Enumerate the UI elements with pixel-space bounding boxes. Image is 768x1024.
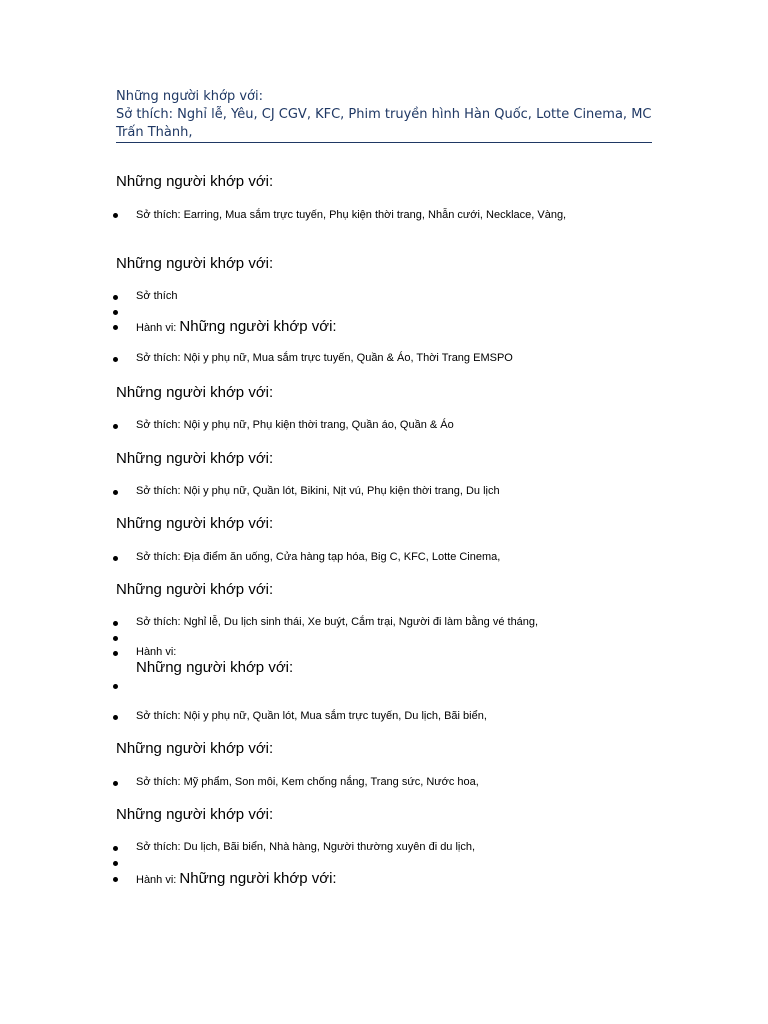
list-item (136, 318, 337, 335)
header-interests-cont: Trấn Thành, (116, 125, 193, 140)
bullet (113, 490, 118, 495)
bullet (113, 651, 118, 656)
bullet (113, 621, 118, 626)
bullet (113, 636, 118, 641)
bullet (113, 357, 118, 362)
match-heading: Những người khớp với: (116, 806, 274, 823)
header-block (116, 88, 652, 143)
bullet (113, 310, 118, 315)
list-item: Sở thích: Du lịch, Bãi biển, Nhà hàng, Người thường xuyên đi du lịch, (136, 841, 476, 853)
match-heading: Những người khớp với: (116, 384, 274, 401)
list-item: Sở thích: Earring, Mua sắm trực tuyến, Phụ kiện thời trang, Nhẫn cưới, Necklace, Vàng, (136, 209, 567, 221)
list-item-label: Hành vi: (136, 322, 177, 334)
bullet (113, 556, 118, 561)
bullet (113, 877, 118, 882)
list-item-label: Hành vi: (136, 874, 177, 886)
bullet (113, 861, 118, 866)
bullet (113, 213, 118, 218)
list-item: Sở thích: Nghỉ lễ, Du lịch sinh thái, Xe buýt, Cắm trại, Người đi làm bằng vé tháng, (136, 616, 539, 628)
match-heading: Những người khớp với: (136, 659, 294, 676)
match-heading: Những người khớp với: (116, 450, 274, 467)
header-title: Những người khớp với: (116, 89, 263, 104)
match-heading: Những người khớp với: (116, 740, 274, 757)
bullet (113, 684, 118, 689)
bullet (113, 424, 118, 429)
list-item: Sở thích: Nội y phụ nữ, Mua sắm trực tuyến, Quần & Áo, Thời Trang EMSPO (136, 352, 513, 364)
list-item: Hành vi: (136, 646, 177, 658)
bullet (113, 715, 118, 720)
bullet (113, 846, 118, 851)
list-item: Sở thích: Địa điểm ăn uống, Cửa hàng tạp hóa, Big C, KFC, Lotte Cinema, (136, 551, 501, 563)
bullet (113, 295, 118, 300)
match-heading: Những người khớp với: (179, 318, 337, 335)
bullet (113, 781, 118, 786)
match-heading: Những người khớp với: (116, 581, 274, 598)
list-item: Sở thích: Nội y phụ nữ, Quần lót, Bikini, Nịt vú, Phụ kiện thời trang, Du lịch (136, 485, 500, 497)
list-item: Sở thích: Mỹ phẩm, Son môi, Kem chống nắng, Trang sức, Nước hoa, (136, 776, 479, 788)
match-heading: Những người khớp với: (179, 870, 337, 887)
list-item (136, 870, 337, 887)
header-interests: Sở thích: Nghỉ lễ, Yêu, CJ CGV, KFC, Phim truyền hình Hàn Quốc, Lotte Cinema, MC (116, 107, 652, 122)
list-item: Sở thích (136, 290, 178, 302)
match-heading: Những người khớp với: (116, 515, 274, 532)
match-heading: Những người khớp với: (116, 255, 274, 272)
match-heading: Những người khớp với: (116, 173, 274, 190)
list-item: Sở thích: Nội y phụ nữ, Quần lót, Mua sắm trực tuyến, Du lịch, Bãi biển, (136, 710, 487, 722)
bullet (113, 325, 118, 330)
list-item: Sở thích: Nội y phụ nữ, Phụ kiện thời trang, Quần áo, Quần & Áo (136, 419, 454, 431)
